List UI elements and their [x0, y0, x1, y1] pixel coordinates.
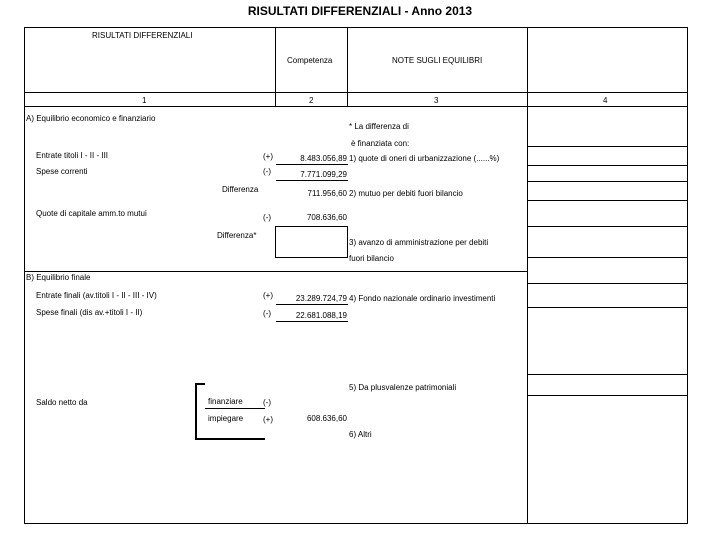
quote-capitale-label: Quote di capitale amm.to mutui [36, 209, 147, 218]
entrate-finali-sign: (+) [263, 291, 273, 300]
competenza-header: Competenza [287, 56, 333, 65]
impiegare-label: impiegare [208, 414, 244, 423]
spese-finali-sign: (-) [263, 309, 271, 318]
col-number-3: 3 [434, 96, 439, 105]
header-divider-top [24, 92, 688, 93]
differenza-star-label: Differenza* [217, 231, 257, 240]
col4-note2-line-bottom [527, 200, 688, 201]
col4-note2-line-top [527, 181, 688, 182]
entrate-titoli-sign: (+) [263, 152, 273, 161]
entrate-titoli-label: Entrate titoli I - II - III [36, 151, 109, 160]
note-2: 2) mutuo per debiti fuori bilancio [349, 189, 463, 198]
col4-divider [527, 106, 528, 524]
entrate-titoli-value: 8.483.056,89 [300, 154, 347, 163]
col-number-1: 1 [142, 96, 147, 105]
col4-note4-line-bottom [527, 307, 688, 308]
col4-note1-line-top [527, 146, 688, 147]
section-label: RISULTATI DIFFERENZIALI [92, 31, 193, 40]
col4-note4-line-top [527, 283, 688, 284]
note-6: 6) Altri [349, 430, 372, 439]
col4-note5-line-top [527, 374, 688, 375]
entrate-finali-value: 23.289.724,79 [295, 294, 347, 303]
quote-capitale-sign: (-) [263, 213, 271, 222]
saldo-bracket-bottom [195, 438, 265, 440]
col-divider-1 [275, 27, 276, 107]
entrate-finali-label: Entrate finali (av.titoli I - II - III - IV) [36, 291, 157, 300]
col4-note5-line-bottom [527, 395, 688, 396]
saldo-netto-label: Saldo netto da [36, 398, 88, 407]
spese-correnti-underline [276, 180, 348, 181]
impiegare-sign: (+) [263, 415, 273, 424]
saldo-bracket-top [195, 383, 205, 385]
entrate-finali-underline [276, 304, 348, 305]
spese-finali-label: Spese finali (dis av.+titoli I - II) [36, 308, 143, 317]
note-4: 4) Fondo nazionale ordinario investimenti [349, 294, 496, 303]
col4-note3-line-top [527, 226, 688, 227]
col-number-2: 2 [309, 96, 314, 105]
page-title: RISULTATI DIFFERENZIALI - Anno 2013 [247, 4, 473, 18]
col4-note3-line-bottom [527, 257, 688, 258]
differenza-star-box [275, 226, 348, 258]
col-divider-3 [527, 27, 528, 107]
differenza-label: Differenza [222, 185, 259, 194]
section-b-divider [24, 271, 528, 272]
outer-frame [24, 27, 688, 524]
col-divider-2 [347, 27, 348, 107]
note-5: 5) Da plusvalenze patrimoniali [349, 383, 457, 392]
finanziare-sign: (-) [263, 398, 271, 407]
note-3-line2: fuori bilancio [349, 254, 394, 263]
quote-capitale-value: 708.636,60 [306, 213, 347, 222]
section-b-heading: B) Equilibrio finale [26, 273, 91, 282]
note-3-line1: 3) avanzo di amministrazione per debiti [349, 238, 489, 247]
finanziare-underline [205, 408, 265, 409]
header-divider-bottom [24, 106, 688, 107]
note-header: NOTE SUGLI EQUILIBRI [392, 56, 483, 65]
col-number-4: 4 [603, 96, 608, 105]
impiegare-value: 608.636,60 [306, 414, 347, 423]
note-intro-2: è finanziata con: [351, 139, 410, 148]
finanziare-label: finanziare [208, 397, 243, 406]
spese-correnti-sign: (-) [263, 167, 271, 176]
note-intro: * La differenza di [349, 122, 409, 131]
note-1: 1) quote di oneri di urbanizzazione (......%) [349, 154, 500, 163]
section-a-heading: A) Equilibrio economico e finanziario [26, 114, 156, 123]
saldo-bracket-vertical [195, 383, 197, 439]
spese-finali-value: 22.681.088,19 [295, 311, 347, 320]
entrate-titoli-underline [276, 164, 348, 165]
col4-note1-line-bottom [527, 165, 688, 166]
spese-correnti-label: Spese correnti [36, 167, 88, 176]
spese-finali-underline [276, 321, 348, 322]
differenza-value: 711.956,60 [307, 189, 347, 198]
spese-correnti-value: 7.771.099,29 [300, 170, 347, 179]
